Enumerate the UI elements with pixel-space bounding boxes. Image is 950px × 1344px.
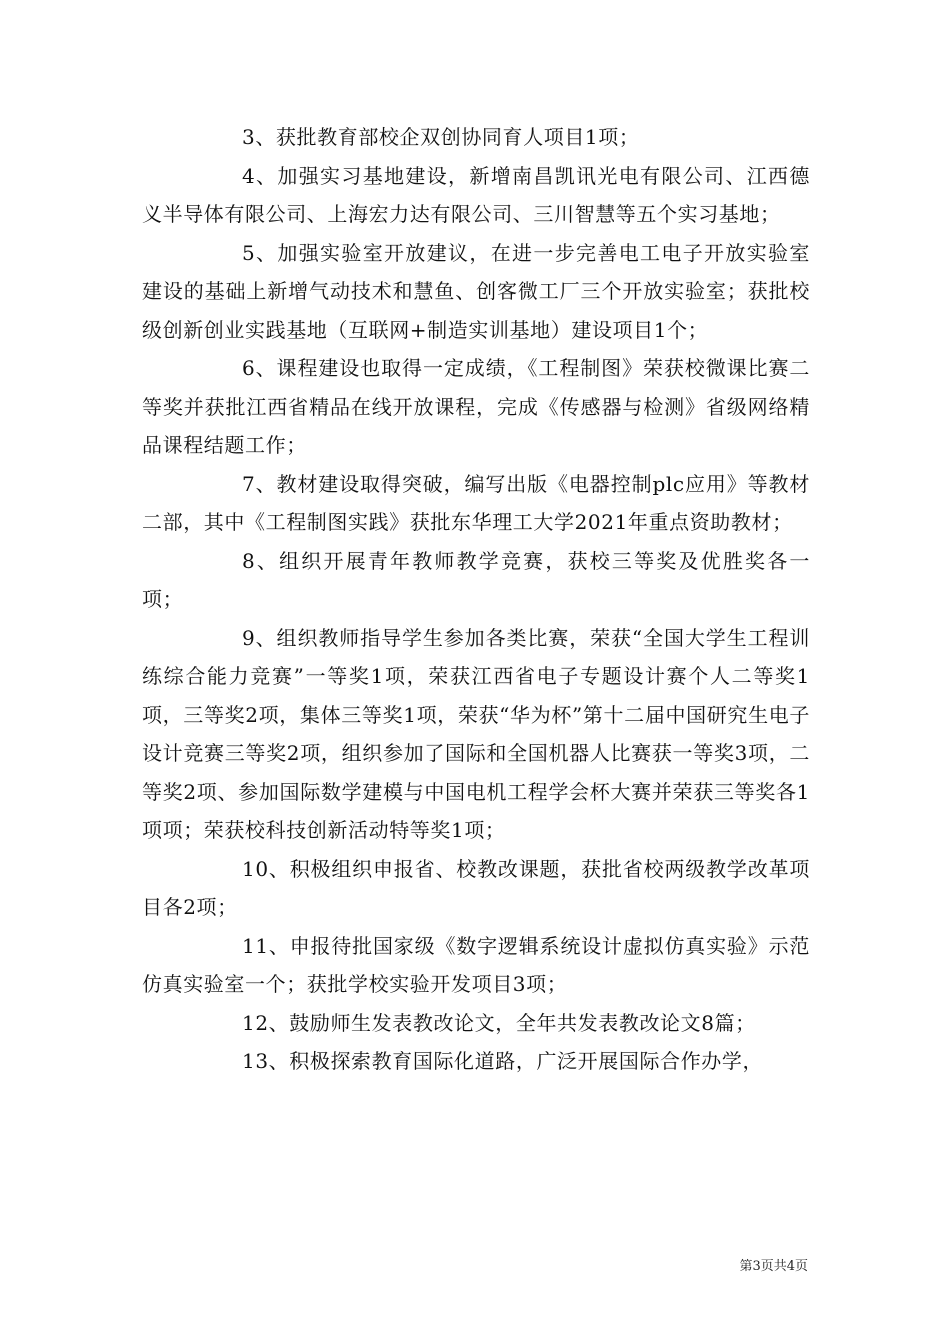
paragraph-item-10: 10、积极组织申报省、校教改课题，获批省校两级教学改革项目各2项； (142, 856, 810, 919)
paragraph-item-7: 7、教材建设取得突破，编写出版《电器控制plc应用》等教材二部，其中《工程制图实践》获批东华理工大学2021年重点资助教材； (142, 471, 810, 534)
paragraph-item-5: 5、加强实验室开放建议，在进一步完善电工电子开放实验室建设的基础上新增气动技术和慧鱼、创客微工厂三个开放实验室；获批校级创新创业实践基地（互联网+制造实训基地）建设项目1个； (142, 240, 810, 342)
paragraph-item-6: 6、课程建设也取得一定成绩，《工程制图》荣获校微课比赛二等奖并获批江西省精品在线开放课程，完成《传感器与检测》省级网络精品课程结题工作； (142, 356, 810, 457)
paragraph-item-4: 4、加强实习基地建设，新增南昌凯讯光电有限公司、江西德义半导体有限公司、上海宏力达有限公司、三川智慧等五个实习基地； (142, 163, 810, 226)
paragraph-item-9: 9、组织教师指导学生参加各类比赛，荣获“全国大学生工程训练综合能力竞赛”一等奖1项，荣获江西省电子专题设计赛个人二等奖1项，三等奖2项，集体三等奖1项，荣获“华为杯”第十二届中国研究生电子设计竞赛三等奖2项，组织参加了国际和全国机器人比赛获一等奖3项，二等奖2项、参加国际数学建模与中国电机工程学会杯大赛并荣获三等奖各1项项；荣获校科技创新活动特等奖1项； (142, 625, 810, 842)
document-body (142, 118, 810, 1081)
paragraph-item-8: 8、组织开展青年教师教学竞赛，获校三等奖及优胜奖各一项； (142, 548, 810, 611)
page-number-footer: 第3页共4页 (739, 1259, 808, 1274)
paragraph-item-11: 11、申报待批国家级《数字逻辑系统设计虚拟仿真实验》示范仿真实验室一个；获批学校实验开发项目3项； (142, 933, 810, 996)
paragraph-item-12: 12、鼓励师生发表教改论文，全年共发表教改论文8篇； (242, 1010, 756, 1035)
paragraph-item-13: 13、积极探索教育国际化道路，广泛开展国际合作办学， (242, 1049, 764, 1073)
paragraph-item-3: 3、获批教育部校企双创协同育人项目1项； (242, 125, 640, 149)
